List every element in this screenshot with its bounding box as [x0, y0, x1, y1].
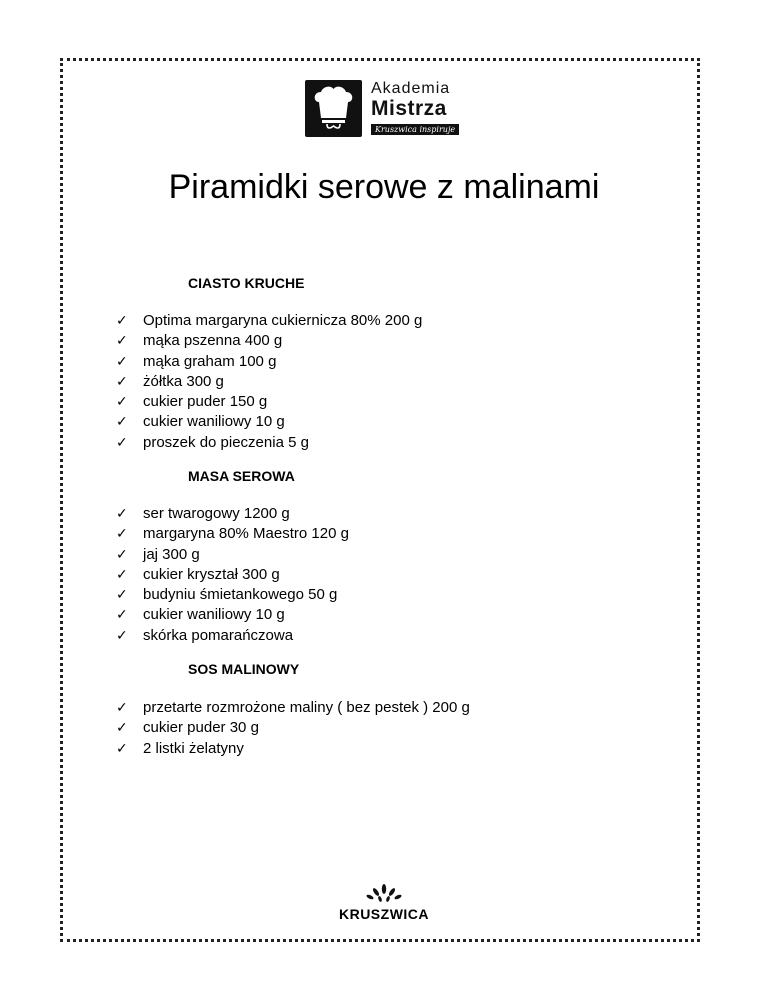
- list-item: ✓ przetarte rozmrożone maliny ( bez pestek ) 200 g: [116, 698, 470, 718]
- checkmark-icon: ✓: [116, 740, 128, 757]
- list-item: ✓ cukier puder 30 g: [116, 718, 470, 738]
- checkmark-icon: ✓: [116, 414, 128, 431]
- section-heading-ciasto: CIASTO KRUCHE: [188, 275, 305, 291]
- recipe-title: Piramidki serowe z malinami: [168, 168, 600, 206]
- akademia-mistrza-logo: [305, 80, 465, 140]
- list-item: ✓ cukier waniliowy 10 g: [116, 412, 422, 432]
- list-item: ✓ cukier puder 150 g: [116, 392, 422, 412]
- ingredient-list-ciasto: [116, 311, 422, 453]
- list-item: ✓ jaj 300 g: [116, 545, 349, 565]
- logo-tagline: Kruszwica inspiruje: [371, 124, 459, 135]
- list-item: ✓ skórka pomarańczowa: [116, 626, 349, 646]
- checkmark-icon: ✓: [116, 394, 128, 411]
- logo-line-2: Mistrza: [371, 97, 447, 120]
- list-item: ✓ cukier kryształ 300 g: [116, 565, 349, 585]
- checkmark-icon: ✓: [116, 546, 128, 563]
- chef-hat-icon: [305, 80, 362, 137]
- checkmark-icon: ✓: [116, 313, 128, 329]
- ingredient-list-masa: [116, 504, 349, 646]
- kruszwica-brand: [0, 884, 768, 922]
- section-heading-masa: MASA SEROWA: [188, 468, 295, 484]
- list-item: ✓ żółtka 300 g: [116, 372, 422, 392]
- checkmark-icon: ✓: [116, 587, 128, 604]
- list-item: ✓ mąka pszenna 400 g: [116, 331, 422, 351]
- checkmark-icon: ✓: [116, 627, 128, 644]
- list-item: ✓ mąka graham 100 g: [116, 352, 422, 372]
- flower-icon: [364, 884, 404, 904]
- list-item: ✓ proszek do pieczenia 5 g: [116, 433, 422, 453]
- checkmark-icon: ✓: [116, 526, 128, 543]
- checkmark-icon: ✓: [116, 566, 128, 583]
- list-item: ✓ cukier waniliowy 10 g: [116, 605, 349, 625]
- checkmark-icon: ✓: [116, 506, 128, 522]
- logo-line-1: Akademia: [371, 80, 451, 97]
- checkmark-icon: ✓: [116, 353, 128, 370]
- checkmark-icon: ✓: [116, 700, 128, 716]
- checkmark-icon: ✓: [116, 373, 128, 390]
- ingredient-list-sos: [116, 698, 470, 759]
- list-item: ✓ Optima margaryna cukiernicza 80% 200 g: [116, 311, 422, 331]
- list-item: ✓ ser twarogowy 1200 g: [116, 504, 349, 524]
- list-item: ✓ margaryna 80% Maestro 120 g: [116, 524, 349, 544]
- checkmark-icon: ✓: [116, 333, 128, 350]
- list-item: ✓ 2 listki żelatyny: [116, 739, 470, 759]
- checkmark-icon: ✓: [116, 434, 128, 451]
- section-heading-sos: SOS MALINOWY: [188, 661, 300, 677]
- list-item: ✓ budyniu śmietankowego 50 g: [116, 585, 349, 605]
- checkmark-icon: ✓: [116, 720, 128, 737]
- checkmark-icon: ✓: [116, 607, 128, 624]
- brand-name: KRUSZWICA: [338, 906, 430, 922]
